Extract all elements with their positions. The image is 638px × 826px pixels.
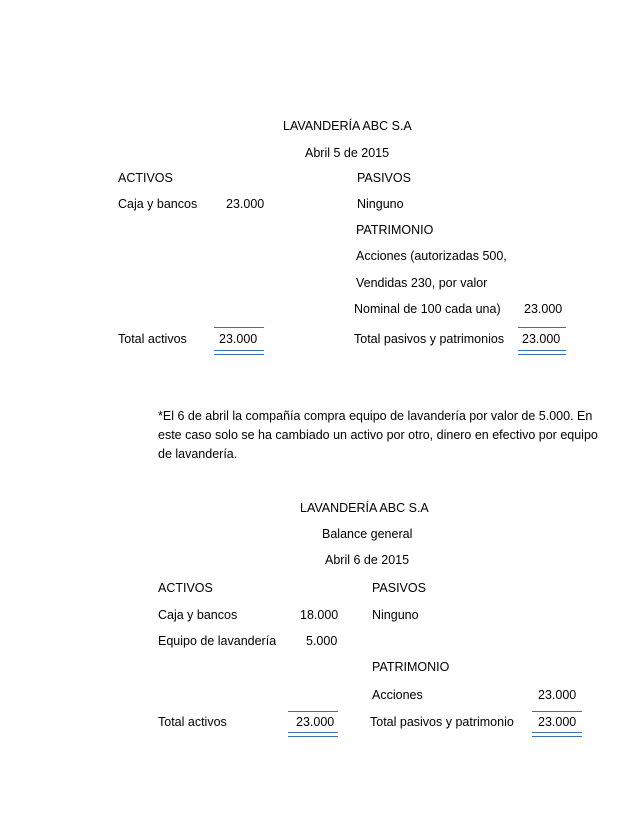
sheet2-total-activos-double-rule-2 [288,736,338,737]
sheet1-caja-label: Caja y bancos [118,197,198,211]
sheet2-activos-header: ACTIVOS [158,581,213,595]
sheet2-equipo-value: 5.000 [306,634,338,648]
sheet1-title: LAVANDERÍA ABC S.A [283,119,412,133]
sheet2-subtitle: Balance general [322,527,413,541]
sheet2-total-pasivos-top-rule [532,711,582,712]
sheet2-total-pasivos-double-rule-2 [532,736,582,737]
sheet2-total-pasivos-label: Total pasivos y patrimonio [370,715,514,729]
sheet2-total-activos-value: 23.000 [296,715,335,729]
sheet1-total-pasivos-double-rule-2 [518,354,566,355]
sheet1-caja-value: 23.000 [226,197,265,211]
sheet1-total-pasivos-value: 23.000 [522,332,561,346]
sheet2-total-activos-double-rule-1 [288,732,338,733]
sheet2-title: LAVANDERÍA ABC S.A [300,501,429,515]
sheet1-total-activos-top-rule [214,327,264,328]
sheet1-acciones-value: 23.000 [524,302,563,316]
sheet2-date: Abril 6 de 2015 [325,553,410,567]
sheet1-total-activos-double-rule-2 [214,354,264,355]
sheet1-patrimonio-header: PATRIMONIO [356,223,434,237]
sheet1-acciones-line1: Acciones (autorizadas 500, [356,249,507,263]
sheet1-acciones-line2: Vendidas 230, por valor [356,276,488,290]
sheet1-activos-header: ACTIVOS [118,171,173,185]
sheet2-total-activos-label: Total activos [158,715,227,729]
sheet1-total-pasivos-top-rule [518,327,566,328]
sheet1-total-activos-value: 23.000 [219,332,258,346]
sheet2-patrimonio-header: PATRIMONIO [372,660,450,674]
sheet2-pasivos-item: Ninguno [372,608,419,622]
sheet2-acciones-label: Acciones [372,688,423,702]
sheet2-total-activos-top-rule [288,711,338,712]
sheet1-pasivos-item: Ninguno [357,197,404,211]
sheet1-total-pasivos-double-rule-1 [518,350,566,351]
sheet2-total-pasivos-value: 23.000 [538,715,577,729]
sheet1-total-activos-double-rule-1 [214,350,264,351]
sheet1-pasivos-header: PASIVOS [357,171,411,185]
sheet1-date: Abril 5 de 2015 [305,146,390,160]
sheet2-caja-value: 18.000 [300,608,339,622]
transaction-note: *El 6 de abril la compañía compra equipo de lavandería por valor de 5.000. En este caso solo se ha cambiado un activo por otro, dinero en efectivo por equipo de lavandería. [158,409,598,461]
sheet1-acciones-line3: Nominal de 100 cada una) [354,302,501,316]
sheet2-acciones-value: 23.000 [538,688,577,702]
sheet2-total-pasivos-double-rule-1 [532,732,582,733]
sheet2-pasivos-header: PASIVOS [372,581,426,595]
sheet2-caja-label: Caja y bancos [158,608,238,622]
sheet1-total-activos-label: Total activos [118,332,187,346]
sheet2-equipo-label: Equipo de lavandería [158,634,277,648]
sheet1-total-pasivos-label: Total pasivos y patrimonios [354,332,505,346]
